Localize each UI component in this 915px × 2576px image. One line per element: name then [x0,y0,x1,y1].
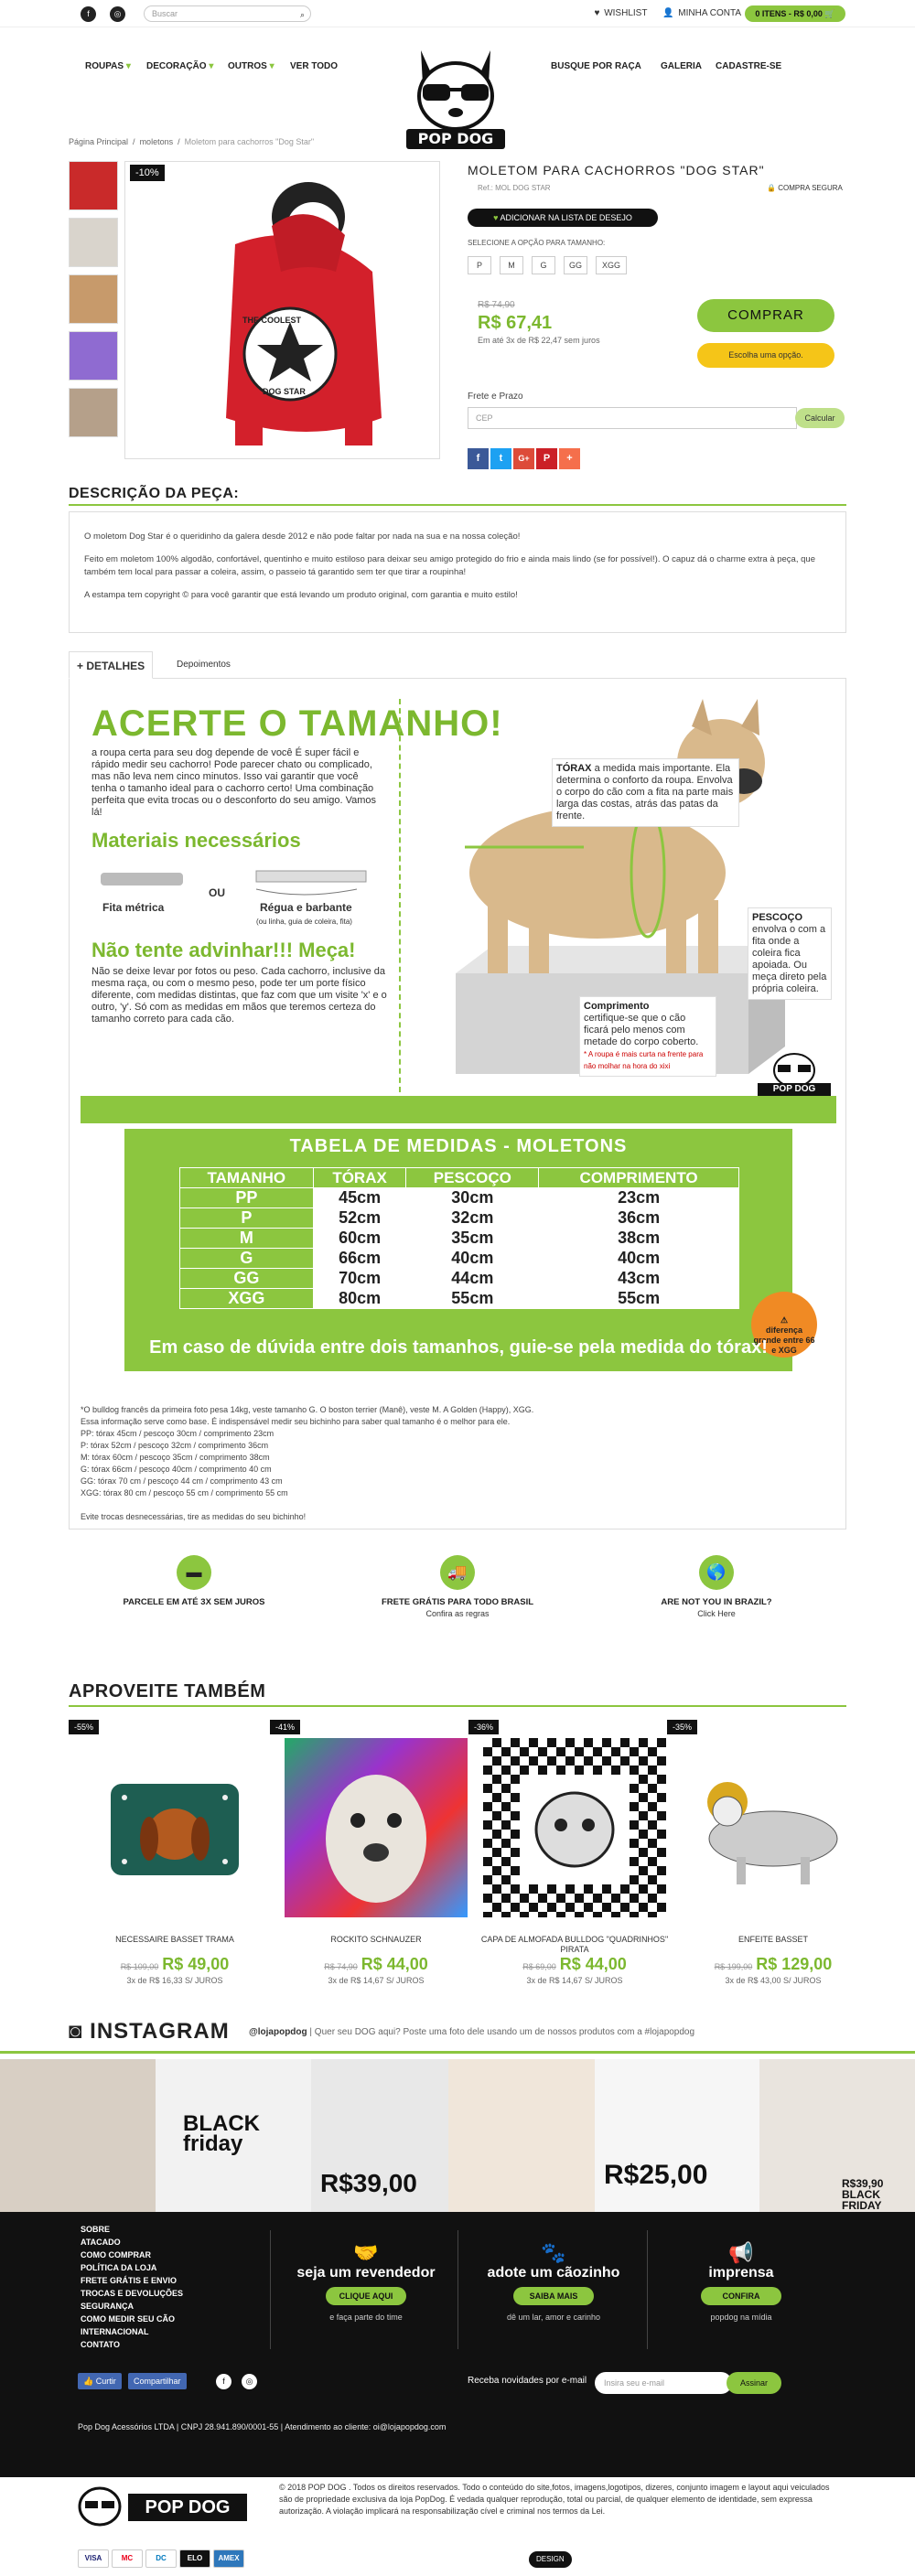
product-image[interactable] [682,1738,865,1917]
search-input[interactable]: Buscar ⌕ [144,5,311,22]
cart-button[interactable]: 0 ITENS - R$ 0,00 🛒 [745,5,845,22]
footer-press: 📢 imprensa CONFIRA popdog na mídia [650,2241,833,2322]
facebook-icon[interactable]: f [81,6,96,22]
instagram-post[interactable]: R$25,00 [595,2059,759,2212]
product-image[interactable] [285,1738,468,1917]
footer-link[interactable]: COMO COMPRAR [81,2250,151,2259]
chevron-down-icon: ▾ [125,61,131,71]
size-table-section [124,1129,815,1371]
facebook-like-button[interactable]: 👍 Curtir [78,2373,122,2389]
comprimento-note: Comprimento certifique-se que o cão ficará pelo menos com metade do corpo coberto. * A roupa é mais curta na frente para não molhar na hora do xixi [579,996,716,1077]
size-label: SELECIONE A OPÇÃO PARA TAMANHO: [468,239,606,247]
footer-link[interactable]: CONTATO [81,2340,120,2349]
footer-link[interactable]: INTERNACIONAL [81,2327,149,2336]
old-price: R$ 74,90 [478,300,515,310]
or-label: OU [209,886,225,899]
footer-link[interactable]: TROCAS E DEVOLUÇÕES [81,2289,184,2298]
discount-badge: -10% [130,165,165,181]
tab-reviews[interactable]: Depoimentos [177,660,231,670]
table-header: TÓRAX [313,1168,406,1188]
footer [0,2212,915,2477]
product-main-image[interactable]: THE COOLEST DOG STAR [124,161,440,459]
table-row: PP 45cm 30cm 23cm [180,1188,739,1208]
pinterest-share-icon[interactable]: P [536,448,557,469]
size-option[interactable]: P [468,256,491,274]
footer-link[interactable]: ATACADO [81,2238,121,2247]
calculate-button[interactable]: Calcular [795,408,845,428]
choose-option-button[interactable]: Escolha uma opção. [697,343,834,368]
instagram-post[interactable]: R$39,00 [311,2059,448,2212]
footer-link[interactable]: POLÍTICA DA LOJA [81,2263,157,2272]
credit-card-icon: ▬ [177,1555,211,1590]
nav-busque-raca[interactable]: BUSQUE POR RAÇA [551,61,641,71]
tab-bar [69,651,846,679]
gplus-share-icon[interactable]: G+ [513,448,534,469]
newsletter-submit-button[interactable]: Assinar [727,2372,781,2394]
size-option[interactable]: GG [564,256,587,274]
diners-icon: DC [145,2549,177,2568]
details-panel [69,679,846,1530]
instagram-post[interactable] [0,2059,156,2212]
twitter-share-icon[interactable]: t [490,448,511,469]
section-divider [69,504,846,506]
installments: Em até 3x de R$ 22,47 sem juros [478,336,600,345]
table-header-row [180,1168,739,1188]
nav-ver-todo[interactable]: VER TODO [290,61,339,71]
torax-note: TÓRAX a medida mais importante. Ela determina o conforto da roupa. Envolva o corpo do cão com a fita na parte mais larga das costas, atrás das patas da frente. [552,758,739,827]
search-icon[interactable]: ⌕ [299,10,305,19]
green-band [81,1096,836,1123]
secure-badge: 🔒 COMPRA SEGURA [767,184,843,192]
payment-methods [78,2549,247,2568]
size-option[interactable]: G [532,256,555,274]
footer-link[interactable]: COMO MEDIR SEU CÃO [81,2314,176,2324]
cep-input[interactable]: CEP [468,407,797,429]
wishlist-link[interactable]: WISHLIST [604,8,648,18]
adopt-button[interactable]: SAIBA MAIS [513,2287,594,2305]
lock-icon: 🔒 [767,184,776,192]
mastercard-icon: MC [112,2549,143,2568]
user-icon: 👤 [662,8,674,18]
description-title: DESCRIÇÃO DA PEÇA: [69,486,240,501]
breadcrumb-home[interactable]: Página Principal [69,137,129,146]
table-header: PESCOÇO [406,1168,539,1188]
account-link[interactable]: MINHA CONTA [678,8,741,18]
instagram-icon[interactable]: ◎ [242,2374,257,2389]
top-bar [0,0,915,27]
elo-icon: ELO [179,2549,210,2568]
shipping-label: Frete e Prazo [468,392,523,402]
infographic-intro: a roupa certa para seu dog depende de você É super fácil e rápido medir seu cachorro! Pode parecer chato ou complicado, mas não leva nem cinco minutos. Isso vai garantir que você tenha o tamanho ideal para o cachorro certo! Uma combinação perfeita que evita trocas ou o desconforto do seu amigo. Vamos lá! [92,747,377,818]
ruler-label: Régua e barbante [260,901,352,914]
table-row: M 60cm 35cm 38cm [180,1229,739,1249]
newsletter-email-input[interactable]: Insira seu e-mail [595,2372,732,2394]
benefit-installments: ▬ PARCELE EM ATÉ 3X SEM JUROS [102,1555,285,1609]
footer-divider [647,2230,648,2349]
thumbnail-list [69,161,118,445]
section-divider [69,1705,846,1707]
benefit-international[interactable]: 🌎 ARE NOT YOU IN BRAZIL? Click Here [625,1555,808,1618]
table-header: TAMANHO [180,1168,314,1188]
facebook-icon[interactable]: f [216,2374,231,2389]
add-wishlist-button[interactable]: ♥ ADICIONAR NA LISTA DE DESEJO [468,209,658,227]
footer-link[interactable]: SOBRE [81,2225,111,2234]
size-table-title: TABELA DE MEDIDAS - MOLETONS [289,1136,628,1156]
megaphone-icon: 📢 [728,2241,754,2264]
truck-icon: 🚚 [440,1555,475,1590]
benefit-free-shipping[interactable]: 🚚 FRETE GRÁTIS PARA TODO BRASIL Confira as regras [366,1555,549,1618]
amex-icon: AMEX [213,2549,244,2568]
size-notes: *O bulldog francês da primeira foto pesa 14kg, veste tamanho G. O boston terrier (Manê), veste M. A Golden (Happy), XGG. Essa informação serve como base. É indispensável medir seu bichinho para saber qual tamanho é o melhor para ele. PP: tórax 45cm / pescoço 30cm / comprimento 23cm P: tórax 52cm / pescoço 32cm / comprimento 36cm M: tórax 60cm / pescoço 35cm / comprimento 38cm G: tórax 66cm / pescoço 40cm / comprimento 40 cm GG: tórax 70 cm / pescoço 44 cm / comprimento 43 cm XGG: tórax 80 cm / pescoço 55 cm / comprimento 55 cm Evite trocas desnecessárias, tire as medidas do seu bichinho! [81,1405,534,1521]
top-links [582,8,742,18]
facebook-share-button[interactable]: Compartilhar [128,2373,187,2389]
footer-reseller: 🤝 seja um revendedor CLIQUE AQUI e faça parte do time [274,2241,458,2322]
footer-divider [270,2230,271,2349]
breadcrumb: Página Principal / moletons / Moletom para cachorros "Dog Star" [69,137,315,146]
buy-button[interactable]: COMPRAR [697,299,834,332]
warning-icon: ⚠ [780,1315,789,1325]
chevron-down-icon: ▾ [209,61,214,71]
description-box: O moletom Dog Star é o queridinho da galera desde 2012 e não pode faltar por nada na sua e na nossa coleção! Feito em moletom 100% algodão, confortável, quentinho e muito estiloso para deixar seu amigo protegido do frio e ainda mais lindo (se for possível!). O capuz dá o charme extra à peça, que também tem local para passar a coleira, assim, o passeio tá garantido sem ter que tirar a roupinha! A estampa tem copyright © para você garantir que está levando um produto original, com garantia e muito estilo! [69,511,846,633]
product-ref: Ref.: MOL DOG STAR [478,184,551,192]
breadcrumb-category[interactable]: moletons [139,137,174,146]
table-header: COMPRIMENTO [539,1168,739,1188]
size-option[interactable]: XGG [596,256,627,274]
size-difference-badge: ⚠ diferença grande entre 66 e XGG [751,1292,817,1358]
infographic-heading: ACERTE O TAMANHO! [92,703,503,744]
nav-roupas[interactable]: ROUPAS ▾ [85,61,131,71]
measure-text: Não se deixe levar por fotos ou peso. Cada cachorro, inclusive da mesma raça, ou com o mesmo peso, pode ter um porte físico diferente, com medidas distintas, que faz com que um visite 'x' e o outro, 'y'. Só com as medidas em mãos que teremos certeza do tamanho correto para cada cão. [92,966,387,1025]
heart-icon: ♥ [594,8,600,18]
section-divider [0,2051,915,2054]
instagram-post[interactable] [448,2059,595,2212]
doubt-tip: Em caso de dúvida entre dois tamanhos, guie-se pela medida do tórax! [149,1337,768,1358]
footer-adopt: 🐾 adote um cãozinho SAIBA MAIS dê um lar, amor e carinho [462,2241,645,2322]
thumbnail-1[interactable] [69,161,118,210]
table-row: P 52cm 32cm 36cm [180,1208,739,1229]
instagram-icon: ◙ [69,2019,83,2044]
footer-links [81,2223,183,2351]
more-share-icon[interactable]: + [559,448,580,469]
nav-decoracao[interactable]: DECORAÇÃO ▾ [146,61,214,71]
pescoco-note: PESCOÇO envolva o com a fita onde a coleira fica apoiada. Ou meça direto pela própria coleira. [748,907,832,1000]
design-credit[interactable]: DESIGN [529,2551,572,2568]
product-image[interactable] [483,1738,666,1917]
site-logo[interactable]: POP DOG [395,43,516,151]
handshake-icon: 🤝 [353,2241,379,2264]
table-row: G 66cm 40cm 40cm [180,1249,739,1269]
thumbnail-4[interactable] [69,331,118,381]
company-info: Pop Dog Acessórios LTDA | CNPJ 28.941.890/0001-55 | Atendimento ao cliente: oi@lojapopdog.com [78,2422,447,2431]
press-button[interactable]: CONFIRA [701,2287,781,2305]
footer-link[interactable]: FRETE GRÁTIS E ENVIO [81,2276,178,2285]
nav-cadastre[interactable]: CADASTRE-SE [716,61,782,71]
instagram-post[interactable]: BLACK friday [156,2059,311,2212]
instagram-subtitle: @lojapopdog | Quer seu DOG aqui? Poste uma foto dele usando um de nossos produtos com a #lojapopdog [249,2027,695,2037]
footer-link[interactable]: SEGURANÇA [81,2302,135,2311]
size-option[interactable]: M [500,256,523,274]
instagram-post[interactable]: R$39,90 BLACK FRIDAY [759,2059,915,2212]
share-buttons [468,448,582,469]
instagram-feed[interactable] [0,2059,915,2212]
nav-galeria[interactable]: GALERIA [661,61,702,71]
table-row: GG 70cm 44cm 43cm [180,1269,739,1289]
copyright: © 2018 POP DOG . Todos os direitos reservados. Todo o conteúdo do site,fotos, imagens,logotipos, dizeres, conjunto imagem e layout aqui veiculados são de propriedade exclusiva da loja PopDog. É vedada qualquer reprodução, total ou parcial, de qualquer elemento de identidade, sem expressa autorização. A violação implicará na responsabilização cível e criminal nos termos da Lei. [279,2483,830,2516]
popdog-badge: POP DOG [739,1052,831,1098]
ruler-sublabel: (ou linha, guia de coleira, fita) [256,918,352,926]
table-row: XGG 80cm 55cm 55cm [180,1289,739,1309]
instagram-title: ◙ INSTAGRAM [69,2019,230,2044]
tape-label: Fita métrica [102,901,165,914]
instagram-icon[interactable]: ◎ [110,6,125,22]
current-price: R$ 67,41 [478,313,553,333]
materials-heading: Materiais necessários [92,829,301,852]
related-title: APROVEITE TAMBÉM [69,1681,266,1701]
thumbnail-2[interactable] [69,218,118,267]
product-title: MOLETOM PARA CACHORROS "DOG STAR" [468,163,765,177]
heart-icon: ♥ [493,213,499,222]
visa-icon: VISA [78,2549,109,2568]
paw-icon: 🐾 [541,2241,566,2264]
cart-icon: 🛒 [824,9,835,18]
tab-details[interactable]: + DETALHES [69,651,153,679]
reseller-button[interactable]: CLIQUE AQUI [326,2287,406,2305]
thumbnail-5[interactable] [69,388,118,437]
nav-outros[interactable]: OUTROS ▾ [228,61,274,71]
chevron-down-icon: ▾ [269,61,274,71]
breadcrumb-current: Moletom para cachorros "Dog Star" [184,137,315,146]
footer-logo[interactable]: POP DOG [78,2485,252,2528]
size-options [468,256,635,274]
newsletter-label: Receba novidades por e-mail [468,2376,587,2386]
facebook-share-icon[interactable]: f [468,448,489,469]
globe-icon: 🌎 [699,1555,734,1590]
thumbnail-3[interactable] [69,274,118,324]
size-guide-infographic [81,690,836,1399]
size-table [179,1167,739,1309]
measure-heading: Não tente advinhar!!! Meça! [92,939,356,961]
product-image[interactable] [83,1738,266,1917]
